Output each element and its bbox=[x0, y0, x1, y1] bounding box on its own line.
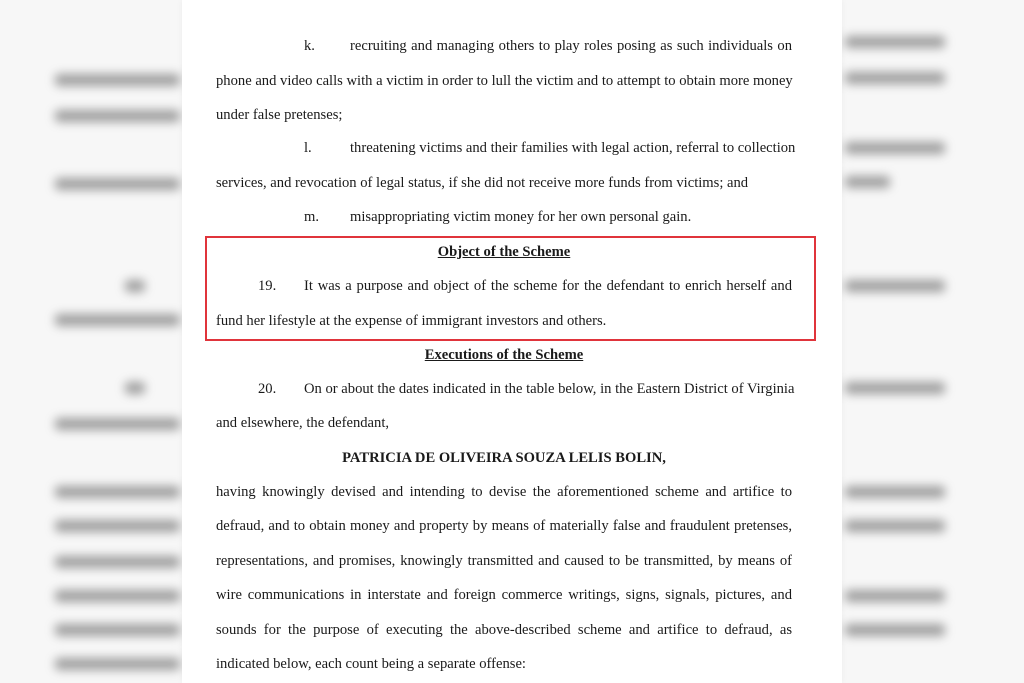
item-marker: m. bbox=[304, 209, 319, 225]
item-k-line-3: under false pretenses; bbox=[216, 107, 343, 123]
body-line-2: defraud, and to obtain money and property by means of materially false and fraudulent pretenses, bbox=[216, 518, 792, 534]
item-m-line-1: m. misappropriating victim money for her own personal gain. bbox=[304, 209, 692, 225]
paragraph-19-line-1: 19. It was a purpose and object of the scheme for the defendant to enrich herself and bbox=[258, 278, 792, 294]
document-page bbox=[182, 0, 842, 683]
object-heading: Object of the Scheme bbox=[437, 244, 571, 260]
paragraph-19-line-2: fund her lifestyle at the expense of immigrant investors and others. bbox=[216, 313, 607, 329]
paragraph-20-line-2: and elsewhere, the defendant, bbox=[216, 415, 390, 431]
paragraph-20-line-1: 20. On or about the dates indicated in the table below, in the Eastern District of Virginia bbox=[258, 381, 795, 397]
body-line-3: representations, and promises, knowingly transmitted and caused to be transmitted, by means of bbox=[216, 553, 792, 569]
paragraph-number: 20. bbox=[258, 381, 277, 397]
item-marker: k. bbox=[304, 38, 315, 54]
item-l-line-1: l. threatening victims and their families with legal action, referral to collection bbox=[304, 140, 796, 156]
body-line-6: indicated below, each count being a separate offense: bbox=[216, 656, 526, 672]
item-marker: l. bbox=[304, 140, 312, 156]
item-k-line-1: k. recruiting and managing others to play roles posing as such individuals on bbox=[304, 38, 792, 54]
body-line-4: wire communications in interstate and foreign commerce writings, signs, signals, pictures, and bbox=[216, 587, 792, 603]
item-k-line-2: phone and video calls with a victim in order to lull the victim and to attempt to obtain more money bbox=[216, 73, 793, 89]
body-line-1: having knowingly devised and intending to devise the aforementioned scheme and artifice to bbox=[216, 484, 792, 500]
executions-heading: Executions of the Scheme bbox=[424, 347, 584, 363]
paragraph-number: 19. bbox=[258, 278, 277, 294]
body-line-5: sounds for the purpose of executing the above-described scheme and artifice to defraud, as bbox=[216, 622, 792, 638]
defendant-name: PATRICIA DE OLIVEIRA SOUZA LELIS BOLIN, bbox=[342, 450, 666, 466]
highlight-box bbox=[205, 236, 816, 341]
item-l-line-2: services, and revocation of legal status, if she did not receive more funds from victims; and bbox=[216, 175, 749, 191]
